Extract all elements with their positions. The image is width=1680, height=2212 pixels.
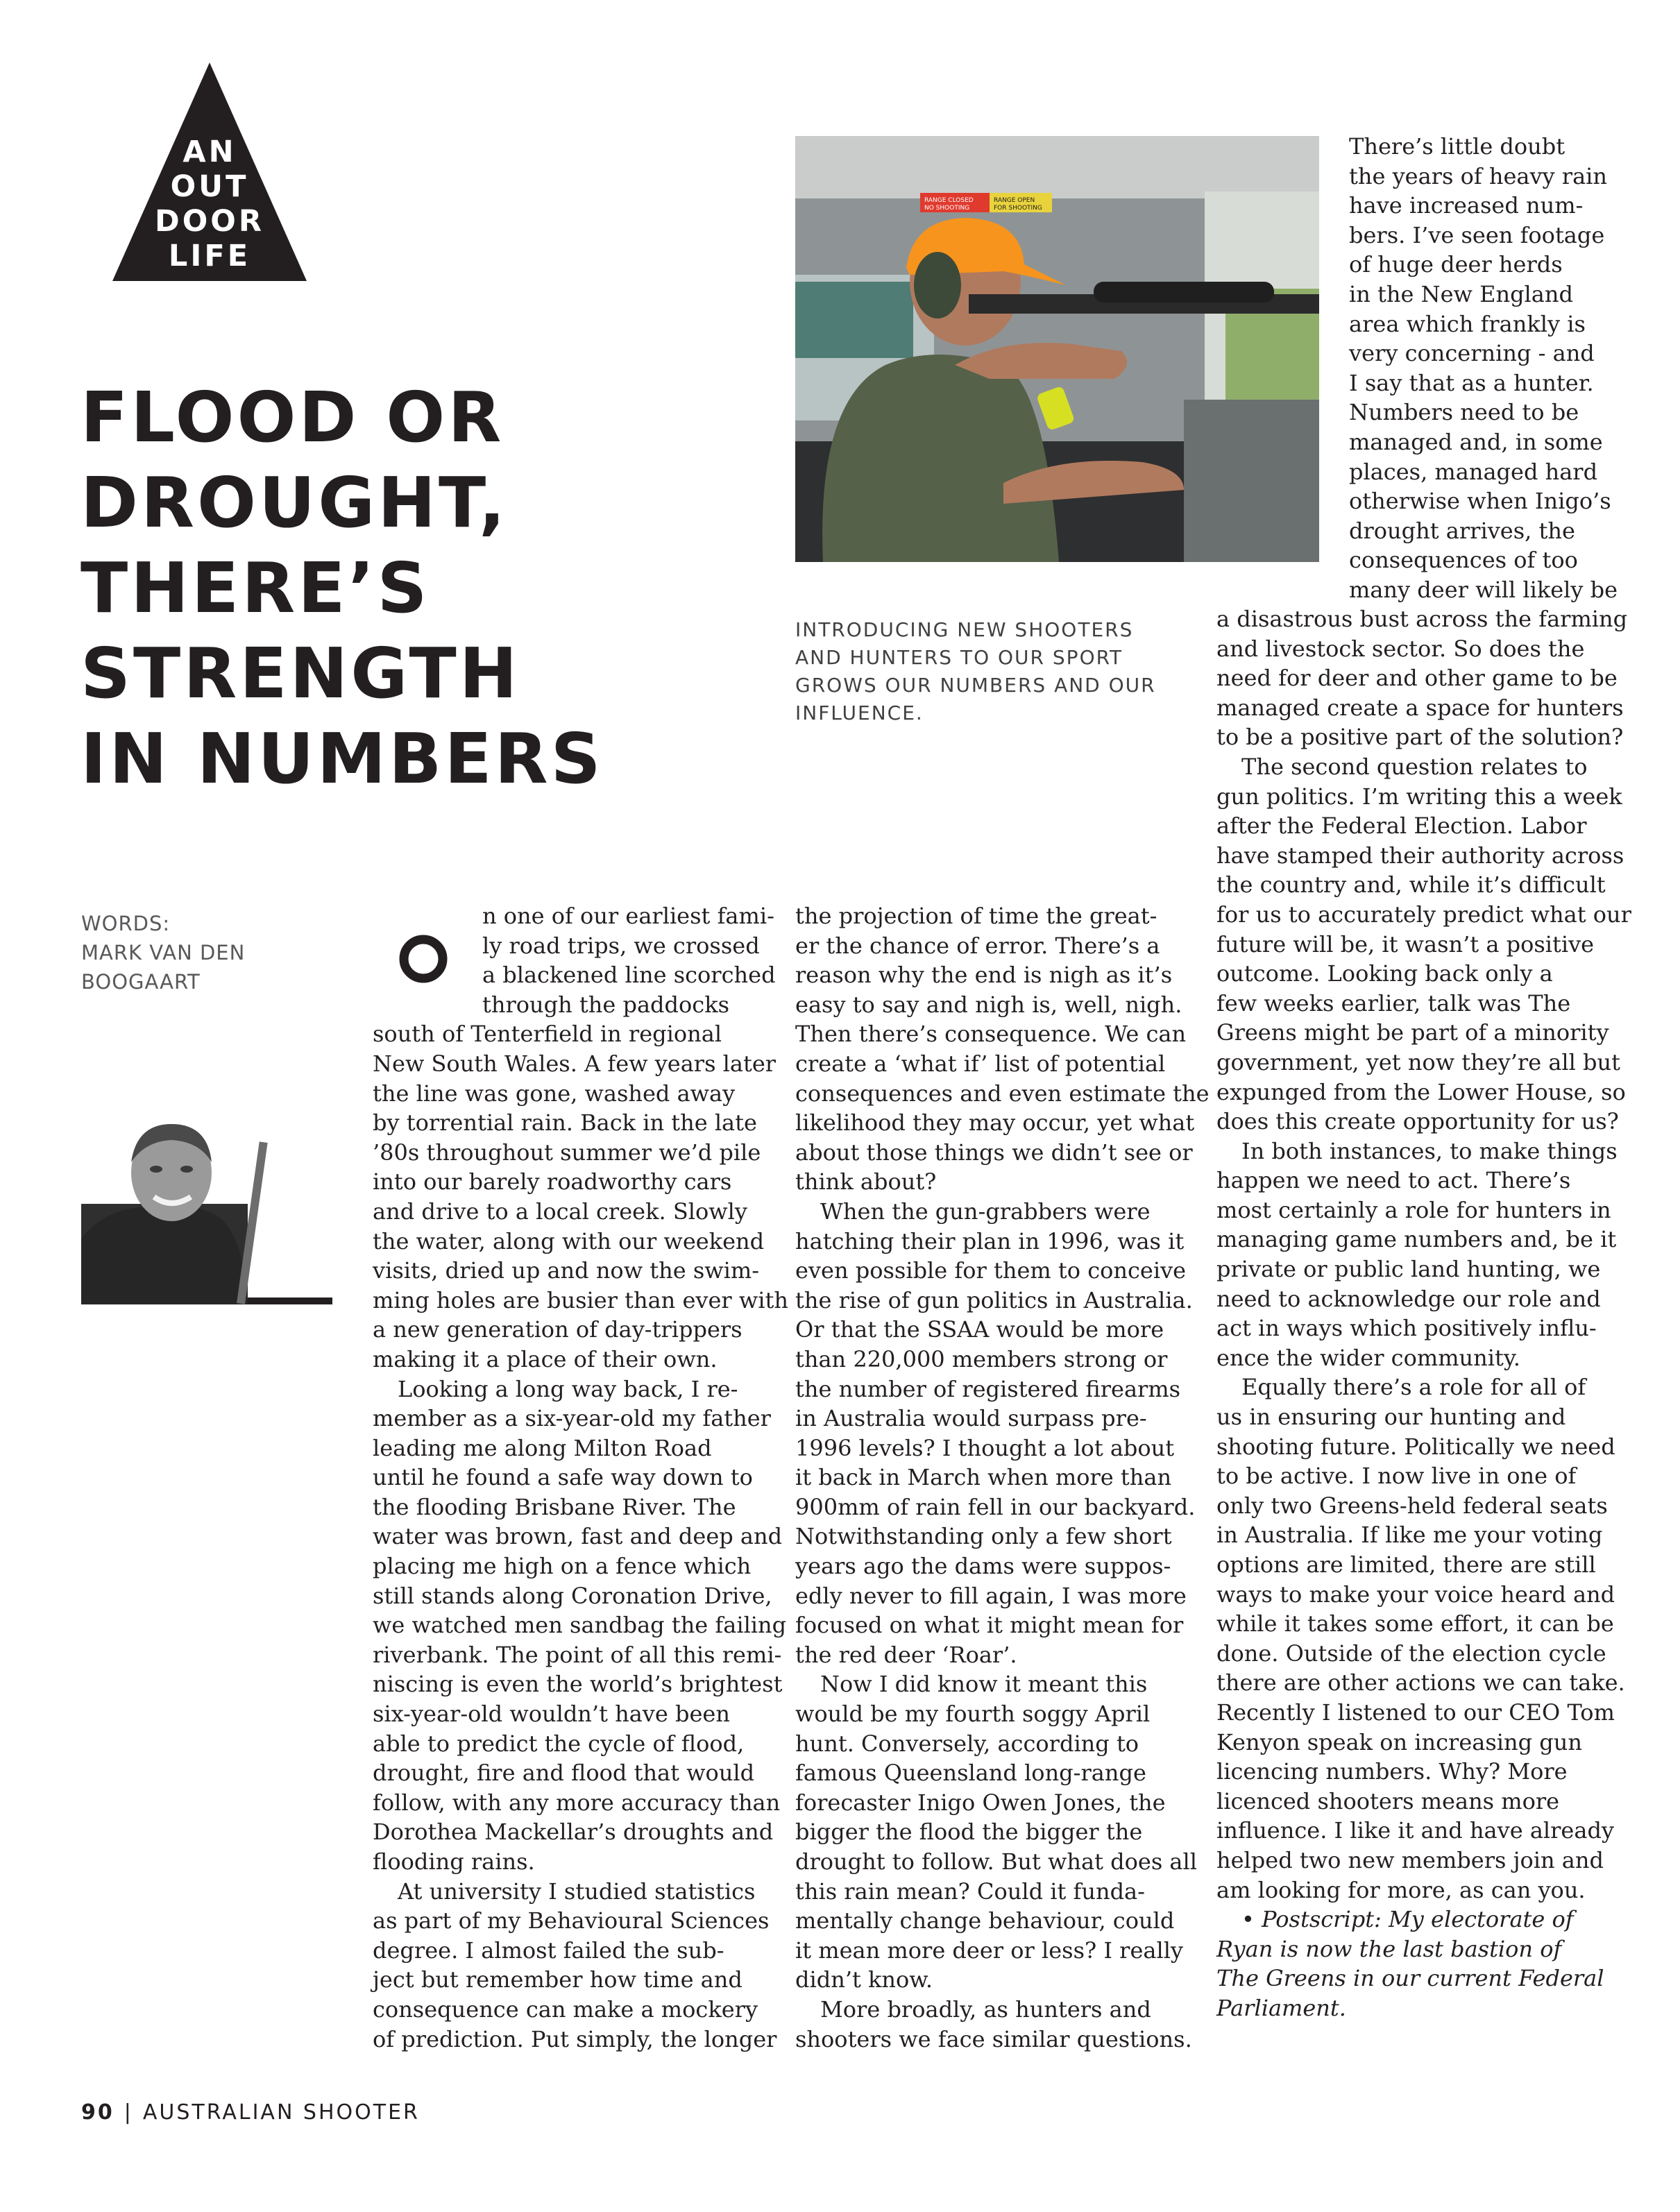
text-line: hatching their plan in 1996, was it xyxy=(795,1227,1185,1254)
author-portrait xyxy=(81,1121,332,1304)
postscript-line: Ryan is now the last bastion of xyxy=(1216,1935,1562,1962)
text-line: it back in March when more than xyxy=(795,1464,1172,1491)
text-line: n one of our earliest fami- xyxy=(482,903,774,929)
text-line: happen we need to act. There’s xyxy=(1216,1167,1571,1194)
text-line: The second question relates to xyxy=(1241,753,1588,780)
text-line: Equally there’s a role for all of xyxy=(1241,1374,1586,1401)
text-line: helped two new members join and xyxy=(1216,1846,1604,1873)
text-line: consequences of too xyxy=(1349,547,1578,574)
text-line: shooters we face similar questions. xyxy=(795,2025,1192,2052)
text-line: to be active. I now live in one of xyxy=(1216,1463,1577,1490)
text-line: for us to accurately predict what our xyxy=(1216,901,1631,928)
text-line: drought, fire and flood that would xyxy=(373,1760,755,1787)
range-sign-text: NO SHOOTING xyxy=(924,205,970,212)
text-line: places, managed hard xyxy=(1349,458,1598,485)
text-line: er the chance of error. There’s a xyxy=(795,932,1160,959)
text-line: able to predict the cycle of flood, xyxy=(373,1730,745,1757)
caption-line: AND HUNTERS TO OUR SPORT xyxy=(795,646,1123,669)
text-line: Recently I listened to our CEO Tom xyxy=(1216,1699,1615,1726)
headline-line: IN NUMBERS xyxy=(80,718,604,799)
body-column-3-bottom xyxy=(1216,604,1631,2023)
text-line: of prediction. Put simply, the longer xyxy=(373,2025,777,2052)
text-line: managed create a space for hunters xyxy=(1216,694,1624,721)
text-line: ’80s throughout summer we’d pile xyxy=(373,1139,761,1166)
text-line: ence the wider community. xyxy=(1216,1344,1520,1371)
page-number: 90 xyxy=(81,2100,114,2125)
text-line: follow, with any more accuracy than xyxy=(373,1789,781,1816)
text-line: the projection of time the great- xyxy=(795,903,1157,929)
body-column-1 xyxy=(373,901,788,2054)
text-line: outcome. Looking back only a xyxy=(1216,960,1553,987)
text-line: by torrential rain. Back in the late xyxy=(373,1109,757,1137)
text-line: of huge deer herds xyxy=(1349,251,1563,278)
text-line: New South Wales. A few years later xyxy=(373,1050,777,1077)
text-line: reason why the end is nigh as it’s xyxy=(795,962,1173,989)
text-line: Dorothea Mackellar’s droughts and xyxy=(373,1819,774,1846)
text-line: In both instances, to make things xyxy=(1241,1137,1618,1164)
text-line: managing game numbers and, be it xyxy=(1216,1226,1617,1253)
text-line: licencing numbers. Why? More xyxy=(1216,1758,1568,1785)
text-line: didn’t know. xyxy=(795,1966,933,1993)
text-line: future will be, it wasn’t a positive xyxy=(1216,930,1595,958)
range-sign-text: RANGE OPEN xyxy=(994,197,1035,204)
text-line: likelihood they may occur, yet what xyxy=(795,1109,1195,1137)
headline-line: THERE’S xyxy=(80,547,430,629)
text-line: still stands along Coronation Drive, xyxy=(373,1582,772,1609)
text-line: ly road trips, we crossed xyxy=(482,932,760,959)
range-sign-text: FOR SHOOTING xyxy=(994,205,1042,212)
text-line: consequence can make a mockery xyxy=(373,1996,758,2023)
text-line: niscing is even the world’s brightest xyxy=(373,1671,783,1698)
text-line: flooding rains. xyxy=(373,1848,535,1875)
text-line: consequences and even estimate the xyxy=(795,1080,1210,1107)
text-line: the country and, while it’s difficult xyxy=(1216,871,1606,899)
text-line: the flooding Brisbane River. The xyxy=(373,1493,736,1520)
text-line: ject but remember how time and xyxy=(373,1966,743,1993)
text-line: the years of heavy rain xyxy=(1349,162,1608,189)
text-line: water was brown, fast and deep and xyxy=(373,1523,783,1550)
text-line: am looking for more, as can you. xyxy=(1216,1876,1586,1903)
text-line: have increased num- xyxy=(1349,192,1584,219)
text-line: after the Federal Election. Labor xyxy=(1216,813,1587,840)
text-line: placing me high on a fence which xyxy=(373,1553,752,1580)
text-line: options are limited, there are still xyxy=(1216,1551,1596,1578)
logo-line: DOOR xyxy=(155,204,264,239)
text-line: in the New England xyxy=(1349,280,1573,307)
text-line: many deer will likely be xyxy=(1349,576,1618,603)
text-line: edly never to fill again, I was more xyxy=(795,1582,1187,1609)
headline-line: STRENGTH xyxy=(80,633,520,714)
text-line: have stamped their authority across xyxy=(1216,842,1624,869)
text-line: need for deer and other game to be xyxy=(1216,665,1618,692)
text-line: I say that as a hunter. xyxy=(1349,369,1594,396)
text-line: managed and, in some xyxy=(1349,428,1603,455)
text-line: us in ensuring our hunting and xyxy=(1216,1404,1566,1431)
shooter-photo xyxy=(795,136,1319,562)
text-line: When the gun-grabbers were xyxy=(820,1198,1151,1225)
text-line: bigger the flood the bigger the xyxy=(795,1819,1143,1846)
text-line: 1996 levels? I thought a lot about xyxy=(795,1434,1175,1461)
byline-author: MARK VAN DEN xyxy=(81,941,246,964)
text-line: we watched men sandbag the failing xyxy=(373,1612,787,1639)
text-line: mentally change behaviour, could xyxy=(795,1907,1175,1934)
text-line: the number of registered firearms xyxy=(795,1375,1181,1402)
text-line: it mean more deer or less? I really xyxy=(795,1937,1183,1964)
text-line: until he found a safe way down to xyxy=(373,1464,753,1491)
text-line: and livestock sector. So does the xyxy=(1216,635,1585,662)
text-line: visits, dried up and now the swim- xyxy=(373,1257,760,1284)
text-line: need to acknowledge our role and xyxy=(1216,1285,1601,1312)
text-line: few weeks earlier, talk was The xyxy=(1216,989,1571,1016)
footer-separator: | xyxy=(124,2100,133,2125)
text-line: create a ‘what if’ list of potential xyxy=(795,1050,1166,1077)
text-line: licenced shooters means more xyxy=(1216,1787,1560,1814)
text-line: into our barely roadworthy cars xyxy=(373,1168,732,1196)
text-line: done. Outside of the election cycle xyxy=(1216,1640,1606,1667)
text-line: hunt. Conversely, according to xyxy=(795,1730,1139,1757)
text-line: a blackened line scorched xyxy=(482,962,776,989)
text-line: and drive to a local creek. Slowly xyxy=(373,1198,747,1225)
range-sign-text: RANGE CLOSED xyxy=(924,197,974,204)
headline-line: FLOOD OR xyxy=(80,377,504,458)
text-line: Or that the SSAA would be more xyxy=(795,1316,1164,1343)
text-line: private or public land hunting, we xyxy=(1216,1256,1601,1283)
text-line: Numbers need to be xyxy=(1349,399,1579,426)
publication-name: AUSTRALIAN SHOOTER xyxy=(142,2100,420,2125)
text-line: about those things we didn’t see or xyxy=(795,1139,1193,1166)
text-line: a disastrous bust across the farming xyxy=(1216,606,1628,632)
text-line: most certainly a role for hunters in xyxy=(1216,1196,1611,1223)
text-line: degree. I almost failed the sub- xyxy=(373,1937,724,1964)
logo-line: OUT xyxy=(170,169,249,204)
text-line: even possible for them to conceive xyxy=(795,1257,1187,1284)
text-line: does this create opportunity for us? xyxy=(1216,1108,1619,1135)
text-line: years ago the dams were suppos- xyxy=(795,1553,1171,1580)
caption-line: INTRODUCING NEW SHOOTERS xyxy=(795,618,1134,641)
text-line: influence. I like it and have already xyxy=(1216,1817,1614,1844)
text-line: ways to make your voice heard and xyxy=(1216,1581,1615,1608)
text-line: shooting future. Politically we need xyxy=(1216,1433,1615,1460)
page-footer xyxy=(81,2100,420,2125)
body-column-2 xyxy=(795,901,1210,2054)
text-line: would be my fourth soggy April xyxy=(795,1701,1151,1728)
caption-line: INFLUENCE. xyxy=(795,701,924,724)
text-line: while it takes some effort, it can be xyxy=(1216,1610,1614,1637)
text-line: making it a place of their own. xyxy=(373,1345,718,1372)
text-line: very concerning - and xyxy=(1349,340,1595,367)
text-line: as part of my Behavioural Sciences xyxy=(373,1907,770,1934)
text-line: 900mm of rain fell in our backyard. xyxy=(795,1493,1196,1520)
text-line: in Australia. If like me your voting xyxy=(1216,1522,1603,1549)
body-column-3-top xyxy=(1349,132,1627,605)
text-line: Then there’s consequence. We can xyxy=(795,1021,1187,1048)
text-line: the rise of gun politics in Australia. xyxy=(795,1286,1193,1313)
text-line: government, yet now they’re all but xyxy=(1216,1048,1620,1075)
text-line: At university I studied statistics xyxy=(398,1878,756,1905)
text-line: the red deer ‘Roar’. xyxy=(795,1641,1017,1668)
text-line: act in ways which positively influ- xyxy=(1216,1315,1597,1342)
text-line: Notwithstanding only a few short xyxy=(795,1523,1172,1550)
text-line: focused on what it might mean for xyxy=(795,1612,1184,1639)
text-line: Greens might be part of a minority xyxy=(1216,1019,1609,1046)
postscript-line: • Postscript: My electorate of xyxy=(1241,1906,1574,1933)
text-line: there are other actions we can take. xyxy=(1216,1669,1625,1696)
postscript-line: Parliament. xyxy=(1216,1994,1346,2021)
text-line: the line was gone, washed away xyxy=(373,1080,736,1107)
text-line: otherwise when Inigo’s xyxy=(1349,488,1611,515)
postscript-line: The Greens in our current Federal xyxy=(1216,1965,1604,1992)
text-line: through the paddocks xyxy=(482,991,730,1018)
text-line: in Australia would surpass pre- xyxy=(795,1405,1147,1432)
text-line: Looking a long way back, I re- xyxy=(398,1375,738,1402)
text-line: Kenyon speak on increasing gun xyxy=(1216,1728,1582,1755)
text-line: to be a positive part of the solution? xyxy=(1216,724,1624,751)
drop-cap-letter: O xyxy=(423,967,424,968)
caption-line: GROWS OUR NUMBERS AND OUR xyxy=(795,674,1156,697)
article-headline xyxy=(80,375,677,801)
text-line: the water, along with our weekend xyxy=(373,1227,765,1254)
text-line: riverbank. The point of all this remi- xyxy=(373,1641,782,1668)
text-line: think about? xyxy=(795,1168,937,1196)
byline-label: WORDS: xyxy=(81,912,171,935)
author-byline xyxy=(81,909,310,996)
logo-line: LIFE xyxy=(168,239,251,273)
text-line: More broadly, as hunters and xyxy=(820,1996,1151,2023)
text-line: easy to say and nigh is, well, nigh. xyxy=(795,991,1182,1018)
an-outdoor-life-logo xyxy=(112,62,307,281)
headline-line: DROUGHT, xyxy=(80,462,508,543)
text-line: six-year-old wouldn’t have been xyxy=(373,1701,730,1728)
text-line: drought arrives, the xyxy=(1349,517,1575,544)
text-line: forecaster Inigo Owen Jones, the xyxy=(795,1789,1166,1816)
text-line: a new generation of day-trippers xyxy=(373,1316,743,1343)
logo-text xyxy=(112,135,307,273)
text-line: bers. I’ve seen footage xyxy=(1349,221,1605,248)
text-line: expunged from the Lower House, so xyxy=(1216,1078,1626,1105)
text-line: ming holes are busier than ever with xyxy=(373,1286,788,1313)
text-line: leading me along Milton Road xyxy=(373,1434,712,1461)
text-line: only two Greens-held federal seats xyxy=(1216,1492,1608,1519)
text-line: member as a six-year-old my father xyxy=(373,1405,771,1432)
text-line: area which frankly is xyxy=(1349,310,1586,337)
text-line: famous Queensland long-range xyxy=(795,1760,1146,1787)
text-line: There’s little doubt xyxy=(1349,133,1566,160)
text-line: this rain mean? Could it funda- xyxy=(795,1878,1145,1905)
photo-caption xyxy=(795,616,1184,727)
logo-line: AN xyxy=(183,135,237,169)
text-line: south of Tenterfield in regional xyxy=(373,1021,722,1048)
text-line: drought to follow. But what does all xyxy=(795,1848,1197,1875)
byline-author: BOOGAART xyxy=(81,970,201,994)
text-line: than 220,000 members strong or xyxy=(795,1345,1168,1372)
text-line: Now I did know it meant this xyxy=(820,1671,1148,1698)
text-line: gun politics. I’m writing this a week xyxy=(1216,783,1622,810)
